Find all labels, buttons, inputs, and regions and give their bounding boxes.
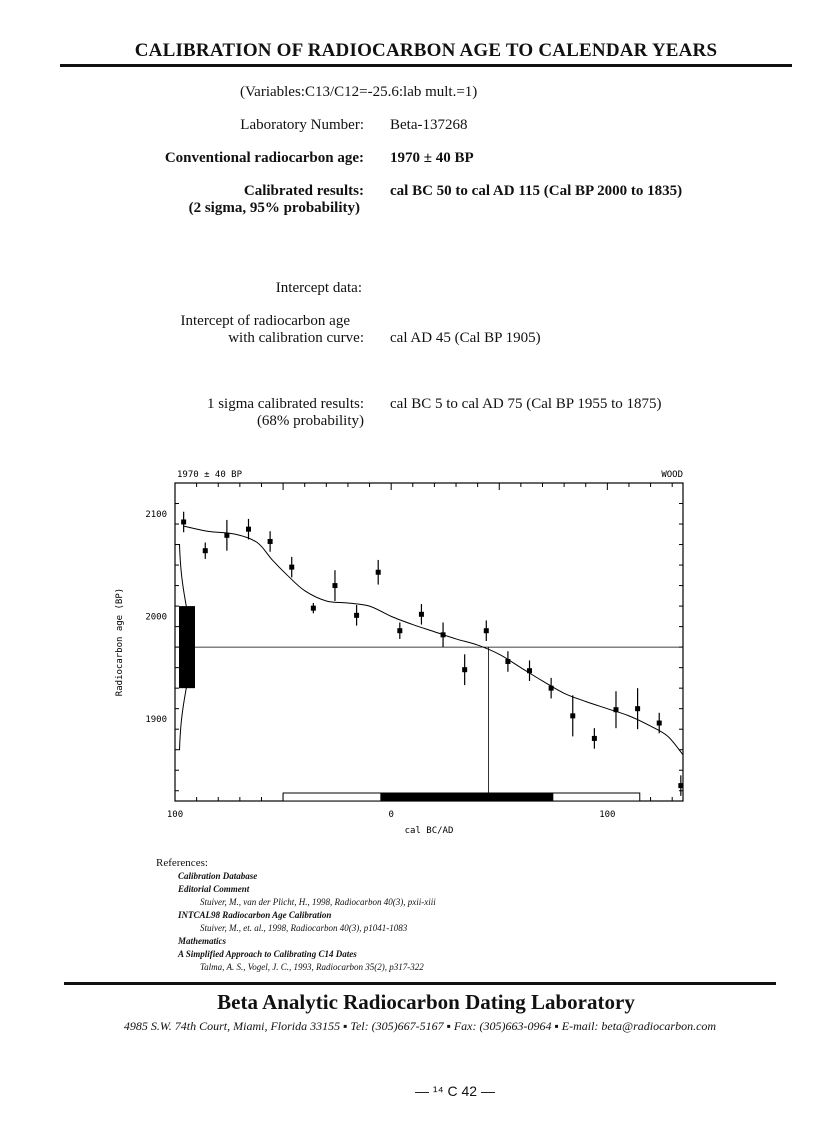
- data-point: [224, 533, 229, 538]
- conventional-age-value: 1970 ± 40 BP: [390, 150, 474, 166]
- x-tick-label: 100: [166, 810, 184, 820]
- data-point: [419, 612, 424, 617]
- y-tick-label: 1900: [145, 714, 167, 725]
- reference-citation: Stuiver, M., et. al., 1998, Radiocarbon 40(3), p1041-1083: [200, 923, 408, 933]
- reference-heading: A Simplified Approach to Calibrating C14 Dates: [178, 949, 357, 959]
- lab-number-value: Beta-137268: [390, 117, 468, 133]
- data-point: [592, 736, 597, 741]
- y-tick-label: 2000: [145, 612, 167, 623]
- data-point: [570, 713, 575, 718]
- chart-material-label: WOOD: [661, 470, 683, 480]
- data-point: [441, 632, 446, 637]
- data-point: [289, 565, 294, 570]
- data-point: [484, 628, 489, 633]
- data-point: [549, 686, 554, 691]
- data-point: [376, 570, 381, 575]
- lab-name: Beta Analytic Radiocarbon Dating Laboratory: [217, 990, 635, 1014]
- variables-note: (Variables:C13/C12=-25.6:lab mult.=1): [240, 84, 478, 100]
- references-list: [156, 870, 436, 974]
- calibrated-results-value: cal BC 50 to cal AD 115 (Cal BP 2000 to 1835): [390, 183, 683, 199]
- lab-number-label: Laboratory Number:: [240, 117, 364, 133]
- chart-age-label: 1970 ± 40 BP: [177, 470, 243, 480]
- one-sigma-sublabel: (68% probability): [256, 413, 364, 429]
- reference-citation: Stuiver, M., van der Plicht, H., 1998, Radiocarbon 40(3), pxii-xiii: [200, 897, 436, 907]
- reference-citation: Talma, A. S., Vogel, J. C., 1993, Radiocarbon 35(2), p317-322: [200, 962, 424, 972]
- data-point: [268, 539, 273, 544]
- one-sigma-label: 1 sigma calibrated results:: [206, 396, 364, 412]
- reference-heading: INTCAL98 Radiocarbon Age Calibration: [178, 910, 332, 920]
- intercept-value: cal AD 45 (Cal BP 1905): [390, 330, 541, 346]
- reference-heading: Mathematics: [178, 936, 227, 946]
- data-point: [678, 783, 683, 788]
- data-point: [635, 706, 640, 711]
- data-point: [397, 628, 402, 633]
- x-tick-label: 0: [388, 810, 394, 820]
- page-number: — ¹⁴ C 42 —: [415, 1083, 495, 1099]
- reference-heading: Editorial Comment: [178, 884, 250, 894]
- data-point: [657, 721, 662, 726]
- y-axis-title: Radiocarbon age (BP): [115, 587, 125, 697]
- reference-heading: Calibration Database: [178, 871, 258, 881]
- data-point: [613, 707, 618, 712]
- calibrated-results-label: Calibrated results:: [243, 183, 364, 199]
- data-point: [505, 659, 510, 664]
- data-point: [246, 527, 251, 532]
- data-point: [462, 667, 467, 672]
- data-point: [332, 583, 337, 588]
- data-point: [311, 606, 316, 611]
- x-tick-label: 100: [599, 810, 616, 820]
- data-point: [181, 519, 186, 524]
- calibration-curve: [184, 526, 683, 755]
- data-point: [203, 548, 208, 553]
- footer-rule: [64, 982, 776, 985]
- references: [156, 857, 436, 974]
- plot-frame: [175, 483, 683, 801]
- one-sigma-value: cal BC 5 to cal AD 75 (Cal BP 1955 to 1875): [390, 396, 662, 412]
- calibrated-results-sublabel: (2 sigma, 95% probability): [188, 200, 360, 216]
- page-title: CALIBRATION OF RADIOCARBON AGE TO CALENDAR YEARS: [134, 40, 718, 61]
- intercept-label-line1: Intercept of radiocarbon age: [180, 313, 350, 329]
- one-sigma-range-bar: [380, 793, 553, 801]
- references-heading: References:: [156, 857, 208, 869]
- intercept-data-label: Intercept data:: [275, 280, 362, 296]
- conventional-age-label: Conventional radiocarbon age:: [164, 150, 364, 166]
- lab-address: 4985 S.W. 74th Court, Miami, Florida 33155 ▪ Tel: (305)667-5167 ▪ Fax: (305)663-0964 ▪ E-mail: beta@radiocarbon.com: [123, 1019, 717, 1033]
- y-tick-label: 2100: [145, 509, 167, 520]
- data-point: [354, 613, 359, 618]
- x-axis-title: cal BC/AD: [404, 826, 454, 836]
- data-point: [527, 668, 532, 673]
- intercept-label-line2: with calibration curve:: [228, 330, 364, 346]
